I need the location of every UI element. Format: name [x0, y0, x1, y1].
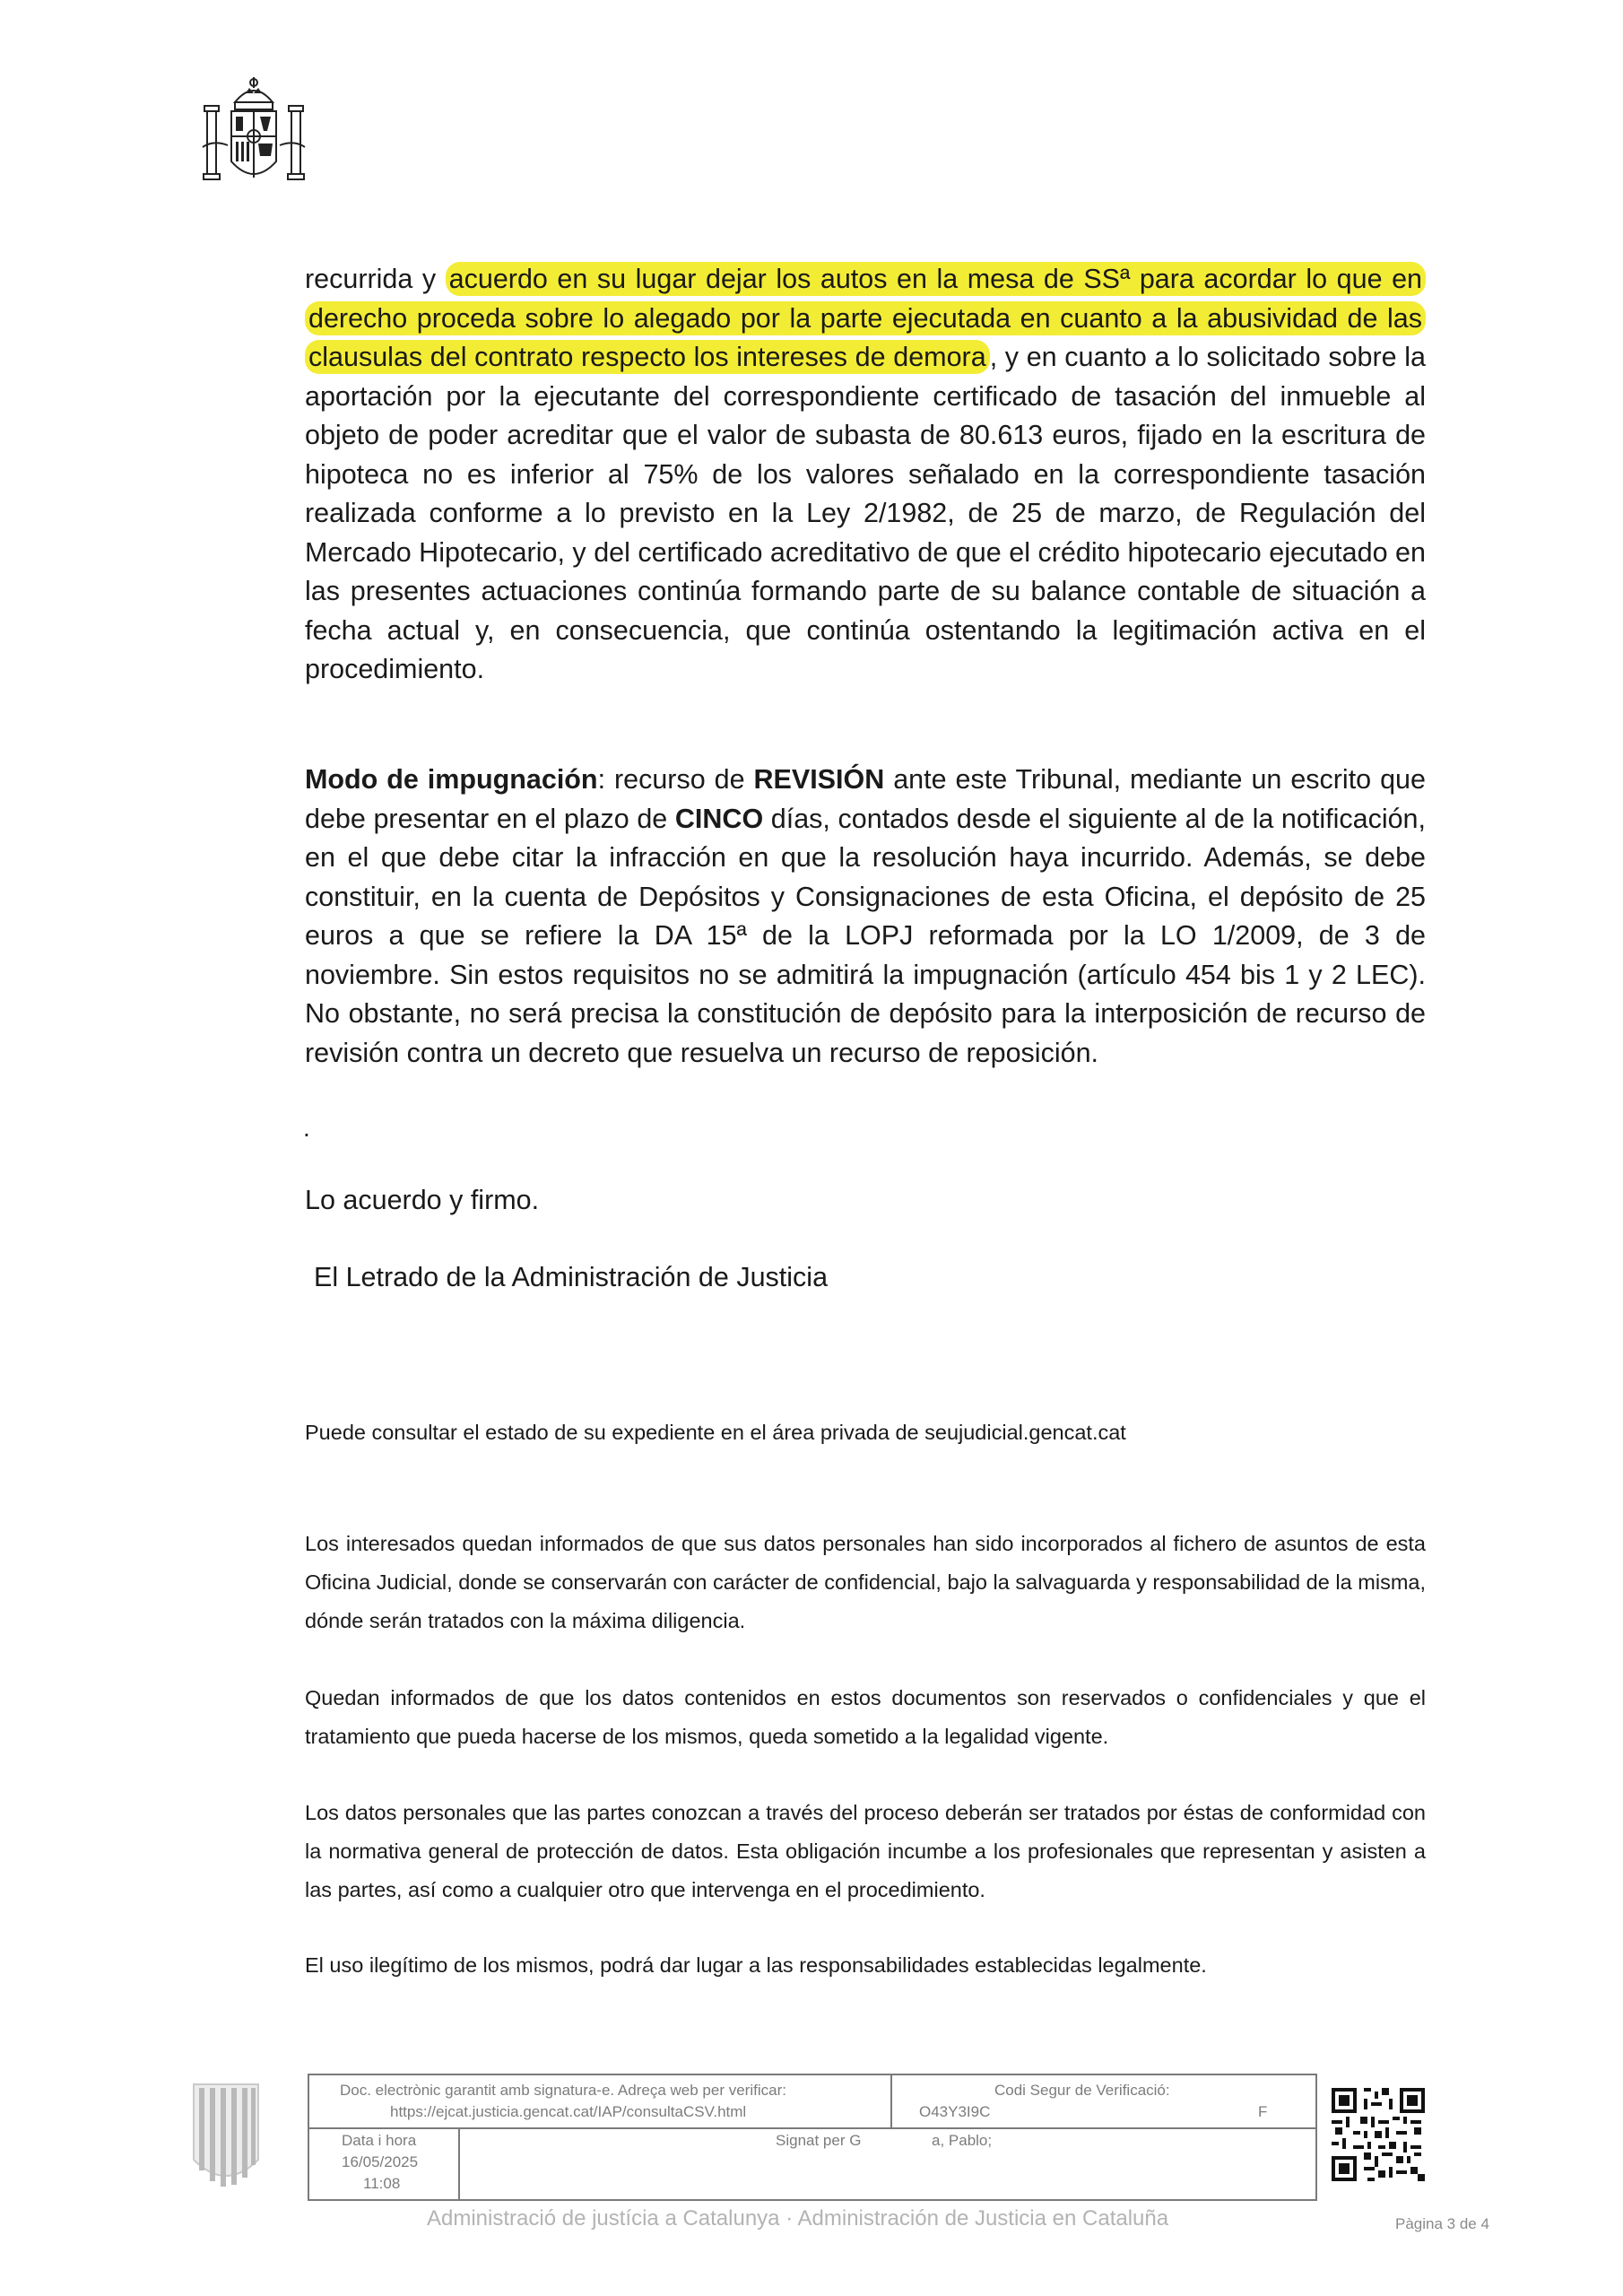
paragraph-resolution: [305, 260, 1426, 690]
time-value: 11:08: [363, 2175, 401, 2192]
table-divider: [458, 2127, 460, 2201]
verification-url[interactable]: https://ejcat.justicia.gencat.cat/IAP/consultaCSV.html: [390, 2103, 747, 2120]
signer-name: a, Pablo;: [932, 2132, 993, 2149]
csv-suffix: F: [1258, 2103, 1268, 2120]
paragraph-text: recurrida y: [305, 264, 446, 294]
paragraph-text: : recurso de: [597, 764, 754, 795]
closing-statement: Lo acuerdo y firmo.: [305, 1185, 540, 1215]
page-number: Pàgina 3 de 4: [1395, 2215, 1489, 2232]
table-divider: [890, 2075, 892, 2127]
qr-code-icon: [1332, 2088, 1425, 2181]
signatory-title: El Letrado de la Administración de Justicia: [314, 1262, 829, 1292]
verification-table: [308, 2074, 1317, 2201]
privacy-paragraph-4: El uso ilegítimo de los mismos, podrá dar lugar a las responsabilidades establecidas legalmente.: [305, 1953, 1207, 1977]
csv-value: O43Y3I9C: [919, 2103, 991, 2120]
stray-dot: .: [303, 1114, 310, 1142]
bold-label: REVISIÓN: [753, 764, 885, 795]
privacy-paragraph-2: Quedan informados de que los datos contenidos en estos documentos son reservados o confidenciales y que el tratamiento que pueda hacerse de los mismos, queda sometido a la legalidad vigente.: [305, 1686, 1426, 1748]
paragraph-text: , y en cuanto a lo solicitado sobre la aportación por la ejecutante del correspondiente certificado de tasación del inmueble al objeto de poder acreditar que el valor de subasta de 80.613 euros, fijado en la escritura de hipoteca no es inferior al 75% de los valores señalado en la correspondiente tasación realizada conforme a lo previsto en la Ley 2/1982, de 25 de marzo, de Regulación del Mercado Hipotecario, y del certificado acreditativo de que el crédito hipotecario ejecutado en las presentes actuaciones continúa formando parte de su balance contable de situación a fecha actual y, en consecuencia, que continúa ostentando la legitimación activa en el procedimiento.: [305, 342, 1426, 684]
verification-note: Doc. electrònic garantit amb signatura-e. Adreça web per verificar:: [340, 2082, 786, 2099]
csv-label: Codi Segur de Verificació:: [994, 2082, 1170, 2099]
bold-label: Modo de impugnación: [305, 764, 598, 795]
administration-line: Administració de justícia a Catalunya · Administración de Justicia en Cataluña: [427, 2206, 1169, 2231]
date-label: Data i hora: [342, 2132, 417, 2149]
table-divider: [309, 2127, 1315, 2129]
catalonia-emblem-icon: [192, 2083, 260, 2188]
paragraph-impugnacion: [305, 761, 1426, 1073]
privacy-paragraph-3: Los datos personales que las partes conozcan a través del proceso deberán ser tratados por éstas de conformidad con la normativa general de protección de datos. Esta obligación incumbe a los profesionales que representan y asisten a las partes, así como a cualquier otro que intervenga en el procedimiento.: [305, 1801, 1426, 1901]
spain-coat-of-arms-icon: [195, 75, 312, 201]
date-value: 16/05/2025: [342, 2153, 419, 2170]
paragraph-text: días, contados desde el siguiente al de la notificación, en el que debe citar la infracción en que la resolución haya incurrido. Además, se debe constituir, en la cuenta de Depósitos y Consignaciones de esta Oficina, el depósito de 25 euros a que se refiere la DA 15ª de la LOPJ reformada por la LO 1/2009, de 3 de noviembre. Sin estos requisitos no se admitirá la impugnación (artículo 454 bis 1 y 2 LEC). No obstante, no será precisa la constitución de depósito para la interposición de recurso de revisión contra un decreto que resuelva un recurso de reposición.: [305, 803, 1426, 1068]
paragraph-text: ante este Tribunal, mediante un escrito que debe presentar en el plazo de: [305, 764, 1426, 834]
highlighted-text: acuerdo en su lugar dejar los autos en la mesa de SSª para acordar lo que en derecho proceda sobre lo alegado por la parte ejecutada en cuanto a la abusividad de las clausulas del contrato respecto los intereses de demora: [305, 262, 1426, 374]
consulta-notice: Puede consultar el estado de su expediente en el área privada de seujudicial.gencat.cat: [305, 1421, 1126, 1444]
signed-by-label: Signat per G: [776, 2132, 862, 2149]
privacy-paragraph-1: Los interesados quedan informados de que sus datos personales han sido incorporados al fichero de asuntos de esta Oficina Judicial, donde se conservarán con carácter de confidencial, bajo la salvaguarda y responsabilidad de la misma, dónde serán tratados con la máxima diligencia.: [305, 1532, 1426, 1632]
bold-label: CINCO: [674, 803, 764, 834]
